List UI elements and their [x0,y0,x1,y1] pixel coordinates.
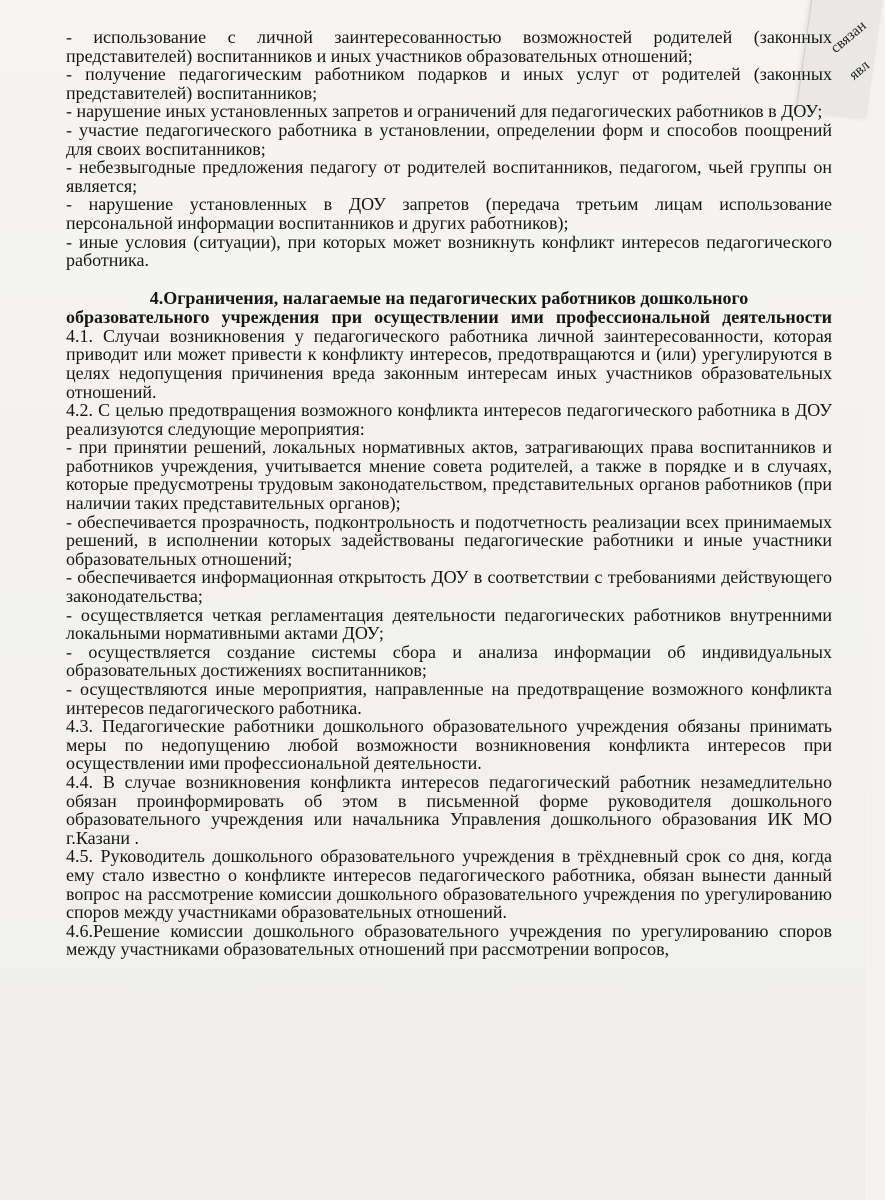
fragment-text-1: связан [827,17,870,57]
list-item: - обеспечивается прозрачность, подконтрольность и подотчетность реализации всех принимаемых решений, в исполнении которых задействованы педагогические работники и иные участники образовательных отношений; [66,511,832,569]
paragraph-4-3: 4.3. Педагогические работники дошкольного образовательного учреждения обязаны принимать меры по недопущению любой возможности возникновения конфликта интересов при осуществлении ими профессиональной деятельности. [66,716,832,774]
paragraph-4-5: 4.5. Руководитель дошкольного образовательного учреждения в трёхдневный срок со дня, когда ему стало известно о конфликте интересов педагогического работника, обязан вынести данный вопрос на рассмотрение комиссии дошкольного образовательного учреждения по урегулированию споров между участниками образовательных отношений. [66,846,832,923]
list-item: - нарушение установленных в ДОУ запретов (передача третьим лицам использование персональной информации воспитанников и других работников); [66,194,832,233]
paragraph-4-6: 4.6.Решение комиссии дошкольного образовательного учреждения по урегулированию споров между участниками образовательных отношений при рассмотрении вопросов, [66,920,832,960]
paragraph-4-1: 4.1. Случаи возникновения у педагогического работника личной заинтересованности, которая приводит или может привести к конфликту интересов, предотвращаются и (или) урегулируются в целях недопущения причинения вреда законным интересам иных участников образовательных отношений. [66,325,832,402]
list-item: - осуществляется создание системы сбора и анализа информации об индивидуальных образовательных достижениях воспитанников; [66,641,832,681]
list-item: - осуществляется четкая регламентация деятельности педагогических работников внутренними локальными нормативными актами ДОУ; [66,604,832,644]
section-heading-line2: образовательного учреждения при осуществлении ими профессиональной деятельности [66,306,832,327]
list-item: - участие педагогического работника в установлении, определении форм и способов поощрений для своих воспитанников; [66,119,832,159]
document-body [66,28,832,959]
list-item: - небезвыгодные предложения педагогу от родителей воспитанников, педагогом, чьей группы он является; [66,157,832,196]
list-item: - обеспечивается информационная открытость ДОУ в соответствии с требованиями действующего законодательства; [66,567,832,607]
list-item: - иные условия (ситуации), при которых может возникнуть конфликт интересов педагогического работника. [66,231,832,271]
paragraph-4-2: 4.2. С целью предотвращения возможного конфликта интересов педагогического работника в ДОУ реализуются следующие мероприятия: [66,400,832,439]
fragment-text-2: явл [846,57,873,84]
list-item: - при принятии решений, локальных нормативных актов, затрагивающих права воспитанников и работников учреждения, учитывается мнение совета родителей, а также в порядке и в случаях, которые предусмотрены трудовым законодательством, представительных органов работников (при наличии таких представительных органов); [66,437,832,514]
list-item: - получение педагогическим работником подарков и иных услуг от родителей (законных представителей) воспитанников; [66,64,832,103]
list-item: - нарушение иных установленных запретов и ограничений для педагогических работников в ДОУ; [66,101,823,122]
list-item: - использование с личной заинтересованностью возможностей родителей (законных представителей) воспитанников и иных участников образовательных отношений; [66,27,832,66]
list-item: - осуществляются иные мероприятия, направленные на предотвращение возможного конфликта интересов педагогического работника. [66,679,832,718]
section-heading-line1: 4.Ограничения, налагаемые на педагогических работников дошкольного [149,287,749,308]
paragraph-4-4: 4.4. В случае возникновения конфликта интересов педагогический работник незамедлительно обязан проинформировать об этом в письменной форме руководителя дошкольного образовательного учреждения или начальника Управления дошкольного образования ИК МО г.Казани . [66,771,832,848]
